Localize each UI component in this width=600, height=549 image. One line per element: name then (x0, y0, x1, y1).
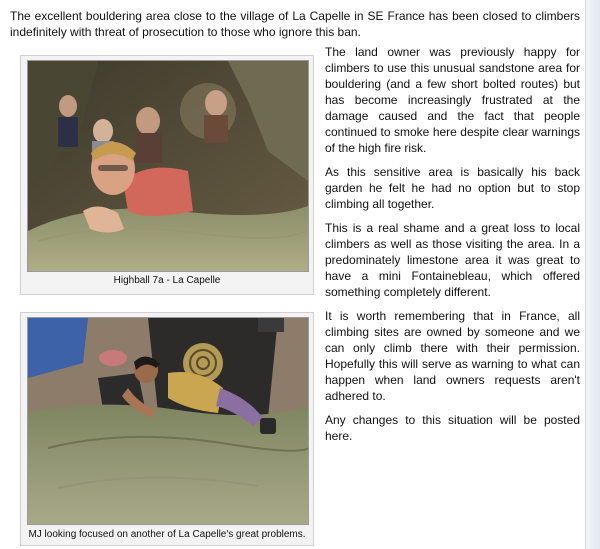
climbing-photo-highball (27, 60, 309, 272)
photo-figure-mj (20, 312, 314, 546)
climber-photo-icon (28, 61, 308, 271)
climber-photo-icon (28, 318, 308, 524)
climbing-photo-mj (27, 317, 309, 525)
article-paragraph: As this sensitive area is basically his back garden he felt he had no option but to stop climbing all together. (325, 165, 580, 211)
photo-caption-highball: Highball 7a - La Capelle (113, 275, 221, 286)
article-paragraph: It is worth remembering that in France, all climbing sites are owned by someone and we can only climb there with their permission. Hopefully this will serve as warning to what can happen when land owners requests aren't adhered to. (325, 309, 580, 403)
article-intro: The excellent bouldering area close to the village of La Capelle in SE France has been closed to climbers indefinitely with threat of prosecution to those who ignore this ban. (10, 9, 580, 39)
article-paragraph: Any changes to this situation will be posted here. (325, 413, 580, 443)
photo-figure-highball (20, 55, 314, 295)
article-paragraph: This is a real shame and a great loss to local climbers as well as those visiting the area. In a predominately limestone area it was great to have a mini Fontainebleau, which offered something completely different. (325, 221, 580, 299)
window-scrollbar[interactable] (585, 0, 600, 549)
photo-caption-mj: MJ looking focused on another of La Capelle's great problems. (28, 529, 306, 540)
article-body (325, 44, 580, 452)
article-paragraph: The land owner was previously happy for climbers to use this unusual sandstone area for bouldering (and a few short bolted routes) but has become increasingly frustrated at the damage caused and the fact that people continued to smoke here despite clear warnings of the high fire risk. (325, 45, 580, 155)
